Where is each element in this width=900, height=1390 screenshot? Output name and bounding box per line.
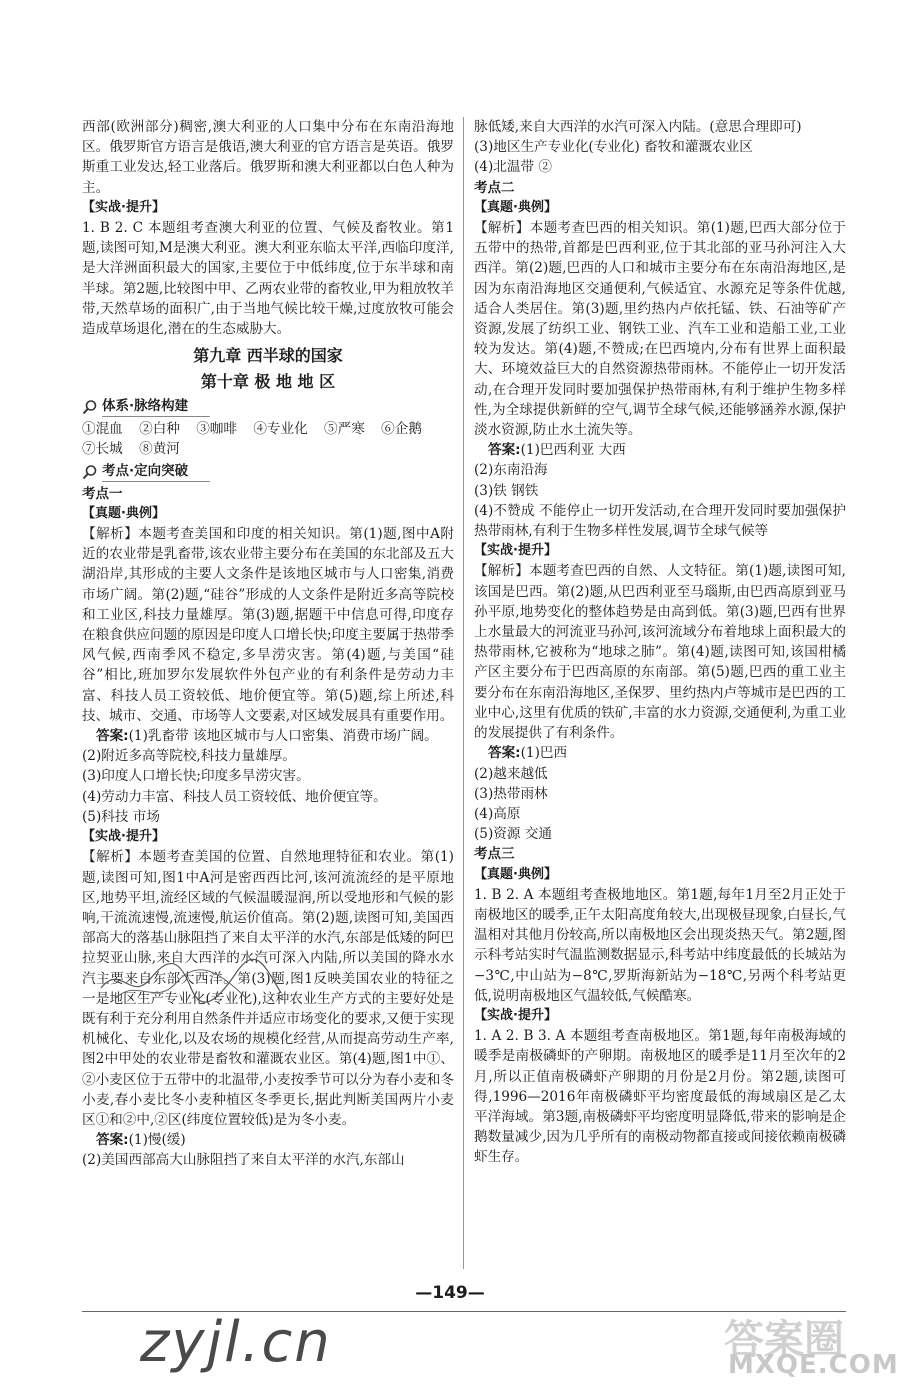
shizhan-answer-paragraph: 1. B 2. C 本题组考查澳大利亚的位置、气候及畜牧业。第1题,读图可知,M是澳大利亚。澳大利亚东临太平洋,西临印度洋,是大洋洲面积最大的国家,主要位于中低纬度,位于东半球和南半球。第2题,比较图中甲、乙两农业带的畜牧业,甲为粗放牧羊带,天然草场的面积广,由于当地气候比较干燥,过度放牧可能会造成草场退化,潜在的生态威胁大。 (82, 220, 454, 338)
answer-label: 答案: (96, 728, 129, 745)
intro-paragraph: 西部(欧洲部分)稠密,澳大利亚的人口集中分布在东南沿海地区。俄罗斯官方语言是俄语,澳大利亚的官方语言是英语。俄罗斯重工业发达,轻工业落后。俄罗斯和澳大利亚都以白色人种为主。 (82, 119, 454, 196)
keyword-item: ③咖啡 (196, 421, 237, 438)
section-shizhan-label: 【实战·提升】 (82, 829, 165, 845)
analysis-paragraph: 【解析】本题考查美国的位置、自然地理特征和农业。第(1)题,读图可知,图1中A河是密西西比河,该河流流经的是平原地区,地势平坦,流经区域的气候温暖湿润,所以受地形和气候的影响,干流流速慢,流速慢,航运价值高。第(2)题,读图可知,美国西部高大的落基山脉阻挡了来自太平洋的水汽,东部是低矮的阿巴拉契亚山脉,来自大西洋的水汽可深入内陆,所以美国的降水水汽主要来自东部大西洋。第(3)题,图1反映美国农业的特征之一是地区生产专业化(专业化),这种农业生产方式的主要好处是既有利于充分利用自然条件并适应市场变化的要求,又便于实现机械化、专业化,以及农场的规模化经营,从而提高劳动生产率,图2中甲处的农业带是畜牧和灌溉农业区。第(4)题,图1中①、②小麦区位于五带中的北温带,小麦按季节可以分为春小麦和冬小麦,春小麦比冬小麦种植区冬季更长,据此判断美国两片小麦区①和②中,②区(纬度位置较低)是为冬小麦。 (82, 849, 454, 1128)
keyword-item: ⑥企鹅 (381, 421, 422, 438)
chapter-nine-title: 第九章 西半球的国家 (193, 346, 343, 366)
keyword-item: ⑤严寒 (324, 421, 365, 438)
answer-line: (2)美国西部高大山脉阻挡了来自太平洋的水汽,东部山 (82, 1152, 405, 1169)
watermark-site: MXQE.COM (728, 1350, 899, 1380)
handwritten-scribble (96, 958, 286, 1008)
answer-label: 答案: (96, 1132, 129, 1149)
answer-block (474, 440, 846, 460)
answer-line: (4)劳动力丰富、科技人员工资较低、地价便宜等。 (82, 788, 387, 805)
answer-block (82, 1130, 454, 1150)
answer-line: (4)不赞成 不能停止一切开发活动,在合理开发同时要加强保护热带雨林,有利于生物多样性发展,调节全球气候等 (474, 502, 846, 540)
analysis-paragraph: 【解析】本题考查巴西的自然、人文特征。第(1)题,读图可知,该国是巴西。第(2)题,从巴西利亚至马瑙斯,由巴西高原到亚马孙平原,地势变化的整体趋势是由高到低。第(3)题,巴西有世界上水量最大的河流亚马孙河,该河流域分布着地球上面积最大的热带雨林,它被称为“地球之肺”。第(4)题,读图可知,该国柑橘产区主要分布于巴西高原的东南部。第(5)题,巴西的重工业主要分布在东南沿海地区,圣保罗、里约热内卢等城市是巴西的工业中心,这里有优质的铁矿,丰富的水力资源,交通便利,为重工业的发展提供了有利条件。 (474, 563, 846, 742)
answer-line: (1)巴西利亚 大西 (520, 442, 626, 459)
continued-answer-line: 脉低矮,来自大西洋的水汽可深入内陆。(意思合理即可) (474, 119, 802, 135)
answer-line: (5)资源 交通 (474, 826, 552, 843)
column-divider (463, 117, 464, 1269)
answer-line: (5)科技 市场 (82, 808, 160, 825)
kaodian-heading-label: 考点·定向突破 (102, 462, 210, 482)
kaodian-one-label: 考点一 (82, 485, 123, 502)
zhenti-answer-paragraph: 1. B 2. A 本题组考查极地地区。第1题,每年1月至2月正处于南极地区的暖季,正午太阳高度角较大,出现极昼现象,白昼长,气温相对其他月份较高,所以南极地区会出现炎热天气。第2题,图示科考站实时气温监测数据显示,科考站中纬度最低的长城站为−3℃,中山站为−8℃,罗斯海新站为−18℃,另两个科考站更低,说明南极地区气温较低,气候酷寒。 (474, 886, 846, 1004)
keyword-item: ①混血 (82, 421, 123, 438)
answer-line: (2)越来越低 (474, 765, 548, 782)
analysis-paragraph: 【解析】本题考查巴西的相关知识。第(1)题,巴西大部分位于五带中的热带,首都是巴西利亚,位于其北部的亚马孙河注入大西洋。第(2)题,巴西的人口和城市主要分布在东南沿海地区,是因为东南沿海地区交通便利,气候适宜、水源充足等条件优越,适合人类居住。第(3)题,里约热内卢依托锰、铁、石油等矿产资源,发展了纺织工业、钢铁工业、汽车工业和造船工业,工业较为发达。第(4)题,不赞成;在巴西境内,分布有世界上面积最大、环境效益巨大的自然资源热带雨林。不能停止一切开发活动,在合理开发同时要加强保护热带雨林,有利于维护生物多样性,为全球提供新鲜的空气,调节全球气候,还能够涵养水源,保护淡水资源,防止水土流失等。 (474, 220, 846, 439)
answer-line: (3)地区生产专业化(专业化) 畜牧和灌溉农业区 (474, 139, 753, 156)
framework-heading (82, 397, 454, 417)
keyword-item: ④专业化 (253, 421, 308, 438)
page-number: —149— (415, 1283, 485, 1303)
answer-line: (3)热带雨林 (474, 785, 548, 802)
answer-line: (4)北温带 ② (474, 159, 552, 176)
magnifier-icon (82, 464, 98, 480)
kaodian-heading (82, 462, 454, 482)
answer-line: (1)巴西 (520, 745, 568, 762)
answer-line: (3)铁 钢铁 (474, 482, 539, 499)
answer-line: (4)高原 (474, 805, 521, 822)
keyword-item: ⑧黄河 (139, 441, 180, 458)
section-shizhan-label: 【实战·提升】 (474, 543, 557, 559)
section-shizhan-label: 【实战·提升】 (82, 199, 165, 215)
watermark-mxqe (706, 1308, 899, 1386)
right-column (474, 117, 846, 1168)
watermark-zyjl: zyjl.cn (140, 1310, 332, 1375)
section-shizhan-label: 【实战·提升】 (474, 1007, 557, 1023)
answer-line: (1)慢(缓) (128, 1132, 186, 1149)
left-column (82, 117, 454, 1171)
section-zhenti-label: 【真题·典例】 (474, 866, 557, 882)
answer-block (474, 743, 846, 763)
watermark-logo: 答案圈 (724, 1317, 844, 1363)
kaodian-three-label: 考点三 (474, 846, 515, 863)
keyword-item: ②白种 (139, 421, 180, 438)
keyword-list (82, 419, 454, 459)
framework-heading-label: 体系·脉络构建 (102, 397, 210, 417)
kaodian-two-label: 考点二 (474, 179, 515, 196)
answer-label: 答案: (488, 442, 521, 459)
section-zhenti-label: 【真题·典例】 (474, 199, 557, 215)
shizhan-answer-paragraph: 1. A 2. B 3. A 本题组考查南极地区。第1题,每年南极海域的暖季是南极磷虾的产卵期。南极地区的暖季是11月至次年的2月,所以正值南极磷虾产卵期的月份是2月份。第2题,读图可得,1996—2016年南极磷虾平均密度最低的海域扇区是乙太平洋海域。第3题,南极磷虾平均密度明显降低,带来的影响是企鹅数量减少,因为几乎所有的南极动物都直接或间接依赖南极磷虾生存。 (474, 1028, 846, 1166)
keyword-item: ⑦长城 (82, 441, 123, 458)
chapter-ten-title: 第十章 极 地 地 区 (200, 372, 336, 392)
answer-line: (1)乳畜带 该地区城市与人口密集、消费市场广阔。 (128, 728, 438, 745)
magnifier-icon (82, 399, 98, 415)
answer-line: (2)附近多高等院校,科技力量雄厚。 (82, 748, 296, 765)
section-zhenti-label: 【真题·典例】 (82, 505, 165, 521)
answer-line: (2)东南沿海 (474, 462, 548, 479)
answer-line: (3)印度人口增长快;印度多旱涝灾害。 (82, 768, 310, 785)
answer-block (82, 726, 454, 746)
analysis-paragraph: 【解析】本题考查美国和印度的相关知识。第(1)题,图中A附近的农业带是乳畜带,该农业带主要分布在美国的东北部及五大湖沿岸,其形成的主要人文条件是该地区城市与人口密集,消费市场广阔。第(2)题,“硅谷”形成的人文条件是附近多高等院校和工业区,科技力量雄厚。第(3)题,据题干中信息可得,印度存在粮食供应问题的原因是印度人口增长快;印度主要属于热带季风气候,西南季风不稳定,多旱涝灾害。第(4)题,与美国“硅谷”相比,班加罗尔发展软件外包产业的有利条件是劳动力丰富、科技人员工资较低、地价便宜等。第(5)题,综上所述,科技、城市、交通、市场等人文要素,对区域发展具有重要作用。 (82, 526, 454, 724)
answer-label: 答案: (488, 745, 521, 762)
